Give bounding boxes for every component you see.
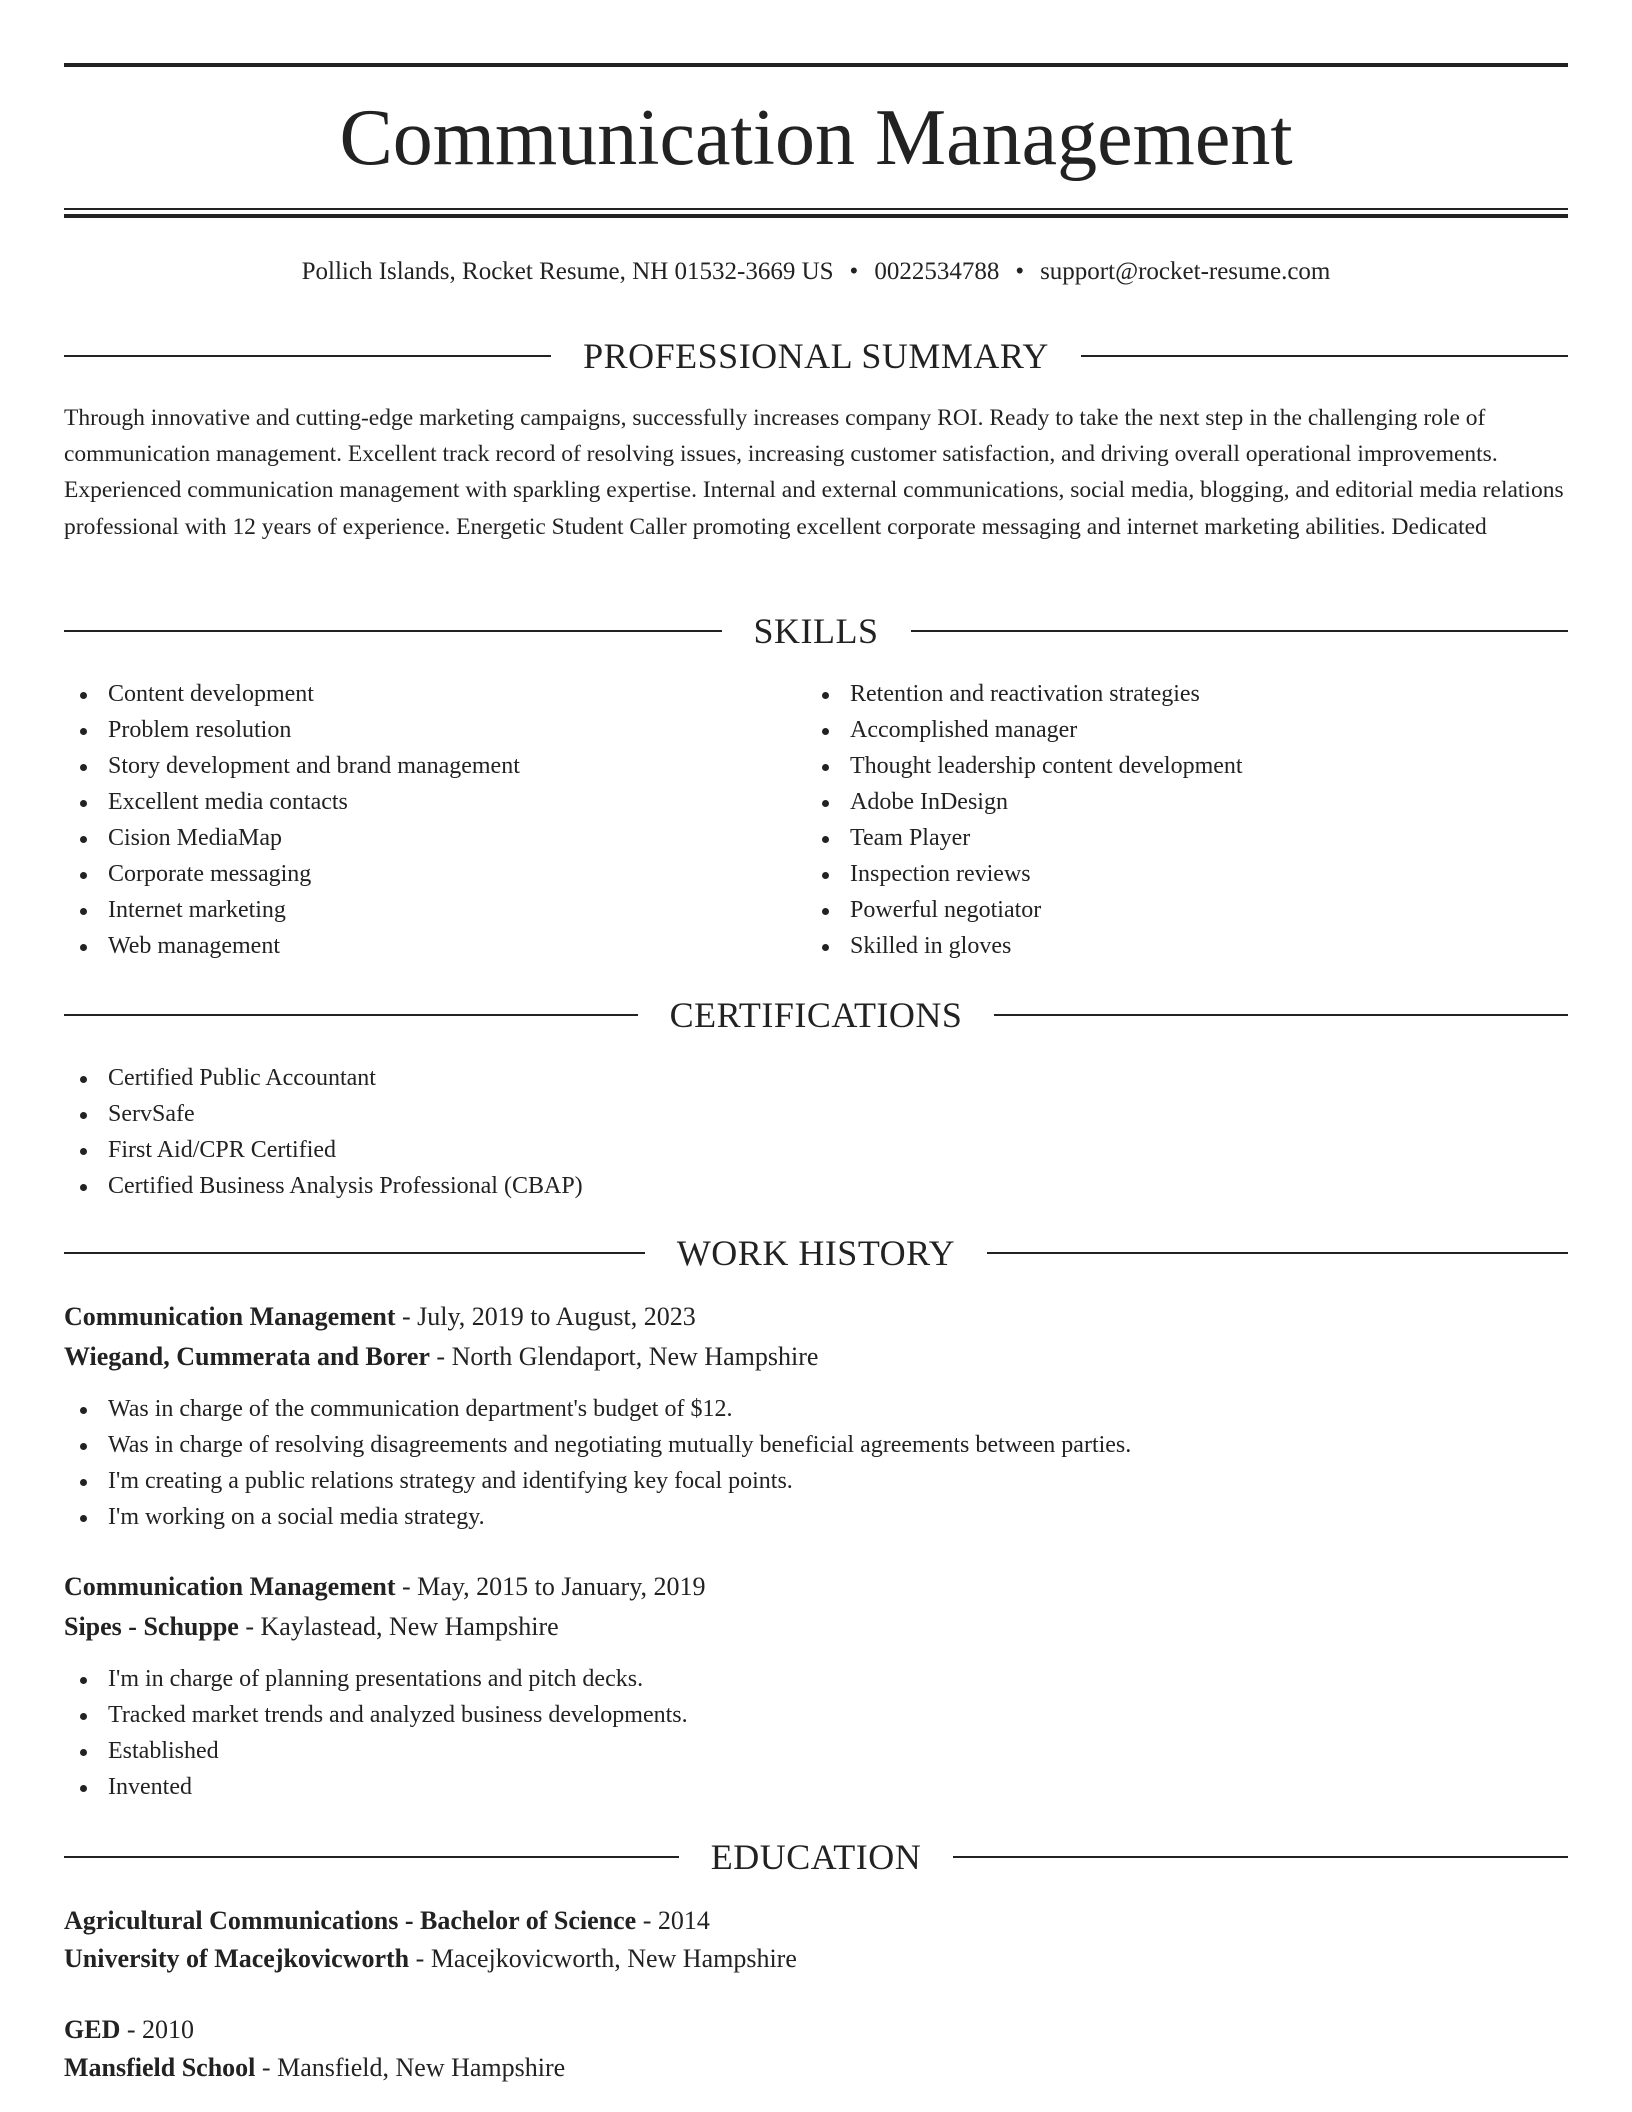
skill-item: Excellent media contacts [64, 784, 804, 820]
job-title: Communication Management [64, 1302, 396, 1331]
skill-item: Powerful negotiator [806, 892, 1546, 928]
job-bullets [64, 1391, 1568, 1535]
job-dates: May, 2015 to January, 2019 [417, 1572, 706, 1601]
job-bullet: Invented [64, 1769, 1568, 1805]
job-bullet: I'm working on a social media strategy. [64, 1499, 1568, 1535]
job-bullet: Was in charge of resolving disagreements and negotiating mutually beneficial agreements between parties. [64, 1427, 1568, 1463]
skill-item: Content development [64, 676, 804, 712]
skill-item: Cision MediaMap [64, 820, 804, 856]
education-year: 2010 [142, 2015, 195, 2044]
job-bullet: I'm creating a public relations strategy and identifying key focal points. [64, 1463, 1568, 1499]
header-double-rule [64, 208, 1568, 218]
job-company: Wiegand, Cummerata and Borer [64, 1342, 430, 1371]
heading-rule-left [64, 355, 551, 357]
heading-rule-right [994, 1014, 1568, 1016]
summary-heading [64, 332, 1568, 380]
skill-item: Retention and reactivation strategies [806, 676, 1546, 712]
skill-item: Corporate messaging [64, 856, 804, 892]
work-heading-text: WORK HISTORY [676, 1233, 956, 1273]
skills-heading [64, 607, 1568, 655]
education-degree-line: Agricultural Communications - Bachelor of Science - 2014 [64, 1906, 710, 1935]
education-degree-line: GED - 2010 [64, 2015, 195, 2044]
skill-item: Inspection reviews [806, 856, 1546, 892]
job-bullet: Established [64, 1733, 1568, 1769]
skill-item: Web management [64, 928, 804, 964]
heading-rule-left [64, 1252, 645, 1254]
summary-heading-text: PROFESSIONAL SUMMARY [583, 336, 1049, 376]
job-title-line: Communication Management - July, 2019 to August, 2023 [64, 1302, 696, 1331]
education-school: Mansfield School [64, 2053, 256, 2082]
skill-item: Internet marketing [64, 892, 804, 928]
heading-rule-right [987, 1252, 1568, 1254]
skill-item: Skilled in gloves [806, 928, 1546, 964]
education-degree: GED [64, 2015, 121, 2044]
skill-item: Accomplished manager [806, 712, 1546, 748]
heading-rule-left [64, 630, 722, 632]
certification-item: ServSafe [64, 1096, 1568, 1132]
heading-rule-right [953, 1856, 1568, 1858]
education-degree: Agricultural Communications - Bachelor of Science [64, 1906, 637, 1935]
job-dates: July, 2019 to August, 2023 [417, 1302, 696, 1331]
contact-line [64, 255, 1568, 289]
top-rule [64, 63, 1568, 67]
education-year: 2014 [657, 1906, 710, 1935]
contact-address: Pollich Islands, Rocket Resume, NH 01532-3669 US [301, 258, 834, 285]
education-school-line: University of Macejkovicworth - Macejkovicworth, New Hampshire [64, 1944, 797, 1973]
certifications-heading-text: CERTIFICATIONS [669, 995, 963, 1035]
certification-item: First Aid/CPR Certified [64, 1132, 1568, 1168]
job-bullet: Was in charge of the communication department's budget of $12. [64, 1391, 1568, 1427]
work-heading [64, 1229, 1568, 1277]
education-heading-text: EDUCATION [710, 1837, 922, 1877]
job-bullet: Tracked market trends and analyzed business developments. [64, 1697, 1568, 1733]
heading-rule-right [911, 630, 1569, 632]
heading-rule-right [1081, 355, 1568, 357]
certification-item: Certified Business Analysis Professional (CBAP) [64, 1168, 1568, 1204]
education-school: University of Macejkovicworth [64, 1944, 410, 1973]
contact-separator: • [849, 258, 859, 285]
certifications-heading [64, 991, 1568, 1039]
skills-list-right [806, 676, 1546, 964]
education-school-line: Mansfield School - Mansfield, New Hampshire [64, 2053, 566, 2082]
contact-phone: 0022534788 [874, 258, 1000, 285]
job-company-line: Sipes - Schuppe - Kaylastead, New Hampshire [64, 1612, 559, 1641]
skill-item: Thought leadership content development [806, 748, 1546, 784]
skill-item: Team Player [806, 820, 1546, 856]
skill-item: Story development and brand management [64, 748, 804, 784]
heading-rule-left [64, 1856, 679, 1858]
candidate-name: Communication Management [339, 94, 1293, 182]
job-title: Communication Management [64, 1572, 396, 1601]
heading-rule-left [64, 1014, 638, 1016]
job-company-line: Wiegand, Cummerata and Borer - North Glendaport, New Hampshire [64, 1342, 819, 1371]
education-location: Mansfield, New Hampshire [277, 2053, 566, 2082]
education-location: Macejkovicworth, New Hampshire [430, 1944, 797, 1973]
job-company: Sipes - Schuppe [64, 1612, 239, 1641]
certifications-list [64, 1060, 1568, 1204]
contact-email: support@rocket-resume.com [1040, 258, 1331, 285]
certification-item: Certified Public Accountant [64, 1060, 1568, 1096]
skill-item: Problem resolution [64, 712, 804, 748]
job-bullets [64, 1661, 1568, 1805]
summary-text: Through innovative and cutting-edge marketing campaigns, successfully increases company ROI. Ready to take the next step in the challenging role of communication management. Excellent track record of resolving issues, increasing customer satisfaction, and driving overall operational improvements. Experienced communication management with sparkling expertise. Internal and external communications, social media, blogging, and editorial media relations professional with 12 years of experience. Energetic Student Caller promoting excellent corporate messaging and internet marketing abilities. Dedicated [64, 405, 1564, 540]
skill-item: Adobe InDesign [806, 784, 1546, 820]
job-location: Kaylastead, New Hampshire [260, 1612, 559, 1641]
job-title-line: Communication Management - May, 2015 to January, 2019 [64, 1572, 706, 1601]
contact-separator: • [1015, 258, 1025, 285]
skills-heading-text: SKILLS [753, 611, 879, 651]
education-heading [64, 1833, 1568, 1881]
job-location: North Glendaport, New Hampshire [451, 1342, 819, 1371]
job-bullet: I'm in charge of planning presentations and pitch decks. [64, 1661, 1568, 1697]
skills-list-left [64, 676, 804, 964]
